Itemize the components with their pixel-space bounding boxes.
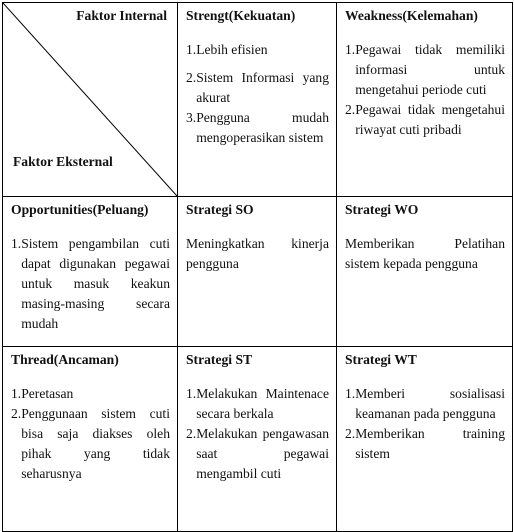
opportunities-title: Opportunities(Peluang) [11,202,149,217]
threats-cell [3,347,178,532]
wo-strategy-title: Strategi WO [345,202,419,217]
list-item: 2. Sistem Informasi yang akurat [186,70,329,105]
list-item: 1. Memberi sosialisasi keamanan pada pengguna [345,386,505,421]
list-item: 1. Pegawai tidak memiliki informasi untuk mengetahui periode cuti [345,42,505,97]
wt-strategy-title: Strategi WT [345,352,417,367]
table-row-opportunities [3,197,513,347]
st-strategy-cell [178,347,337,532]
list-item: 2. Memberikan training sistem [345,426,505,461]
st-strategy-list [186,384,329,484]
strength-list [186,40,329,148]
list-item: 2. Melakukan pengawasan saat pegawai mengambil cuti [186,426,329,481]
threats-title: Thread(Ancaman) [11,352,119,367]
internal-factor-label: Faktor Internal [76,8,167,23]
list-item: 2. Penggunaan sistem cuti bisa saja diakses oleh pihak yang tidak seharusnya [11,406,170,481]
swot-matrix-table [2,2,513,532]
list-item: 1. Melakukan Maintenace secara berkala [186,386,329,421]
st-strategy-title: Strategi ST [186,352,253,367]
table-row-header [3,3,513,197]
weakness-cell [337,3,513,197]
list-item: 1. Peretasan [11,386,74,401]
list-item: 3. Pengguna mudah mengoperasikan sistem [186,110,329,145]
opportunities-list [11,234,170,334]
table-row-threats [3,347,513,532]
so-strategy-title: Strategi SO [186,202,254,217]
list-item: 2. Pegawai tidak mengetahui riwayat cuti pribadi [345,102,505,137]
so-strategy-text: Meningkatkan kinerja pengguna [186,236,329,271]
factor-corner-cell [3,3,178,197]
strength-cell [178,3,337,197]
wo-strategy-text: Memberikan Pelatihan sistem kepada pengguna [345,236,505,271]
weakness-title: Weakness(Kelemahan) [345,8,478,23]
weakness-list [345,40,505,140]
so-strategy-cell [178,197,337,347]
threats-list [11,384,170,484]
list-item: 1. Sistem pengambilan cuti dapat digunakan pegawai untuk masuk keakun masing-masing secara mudah [11,236,170,331]
wt-strategy-cell [337,347,513,532]
opportunities-cell [3,197,178,347]
strength-title: Strengt(Kekuatan) [186,8,296,23]
wt-strategy-list [345,384,505,464]
external-factor-label: Faktor Eksternal [13,154,113,169]
wo-strategy-cell [337,197,513,347]
list-item: 1. Lebih efisien [186,42,268,57]
